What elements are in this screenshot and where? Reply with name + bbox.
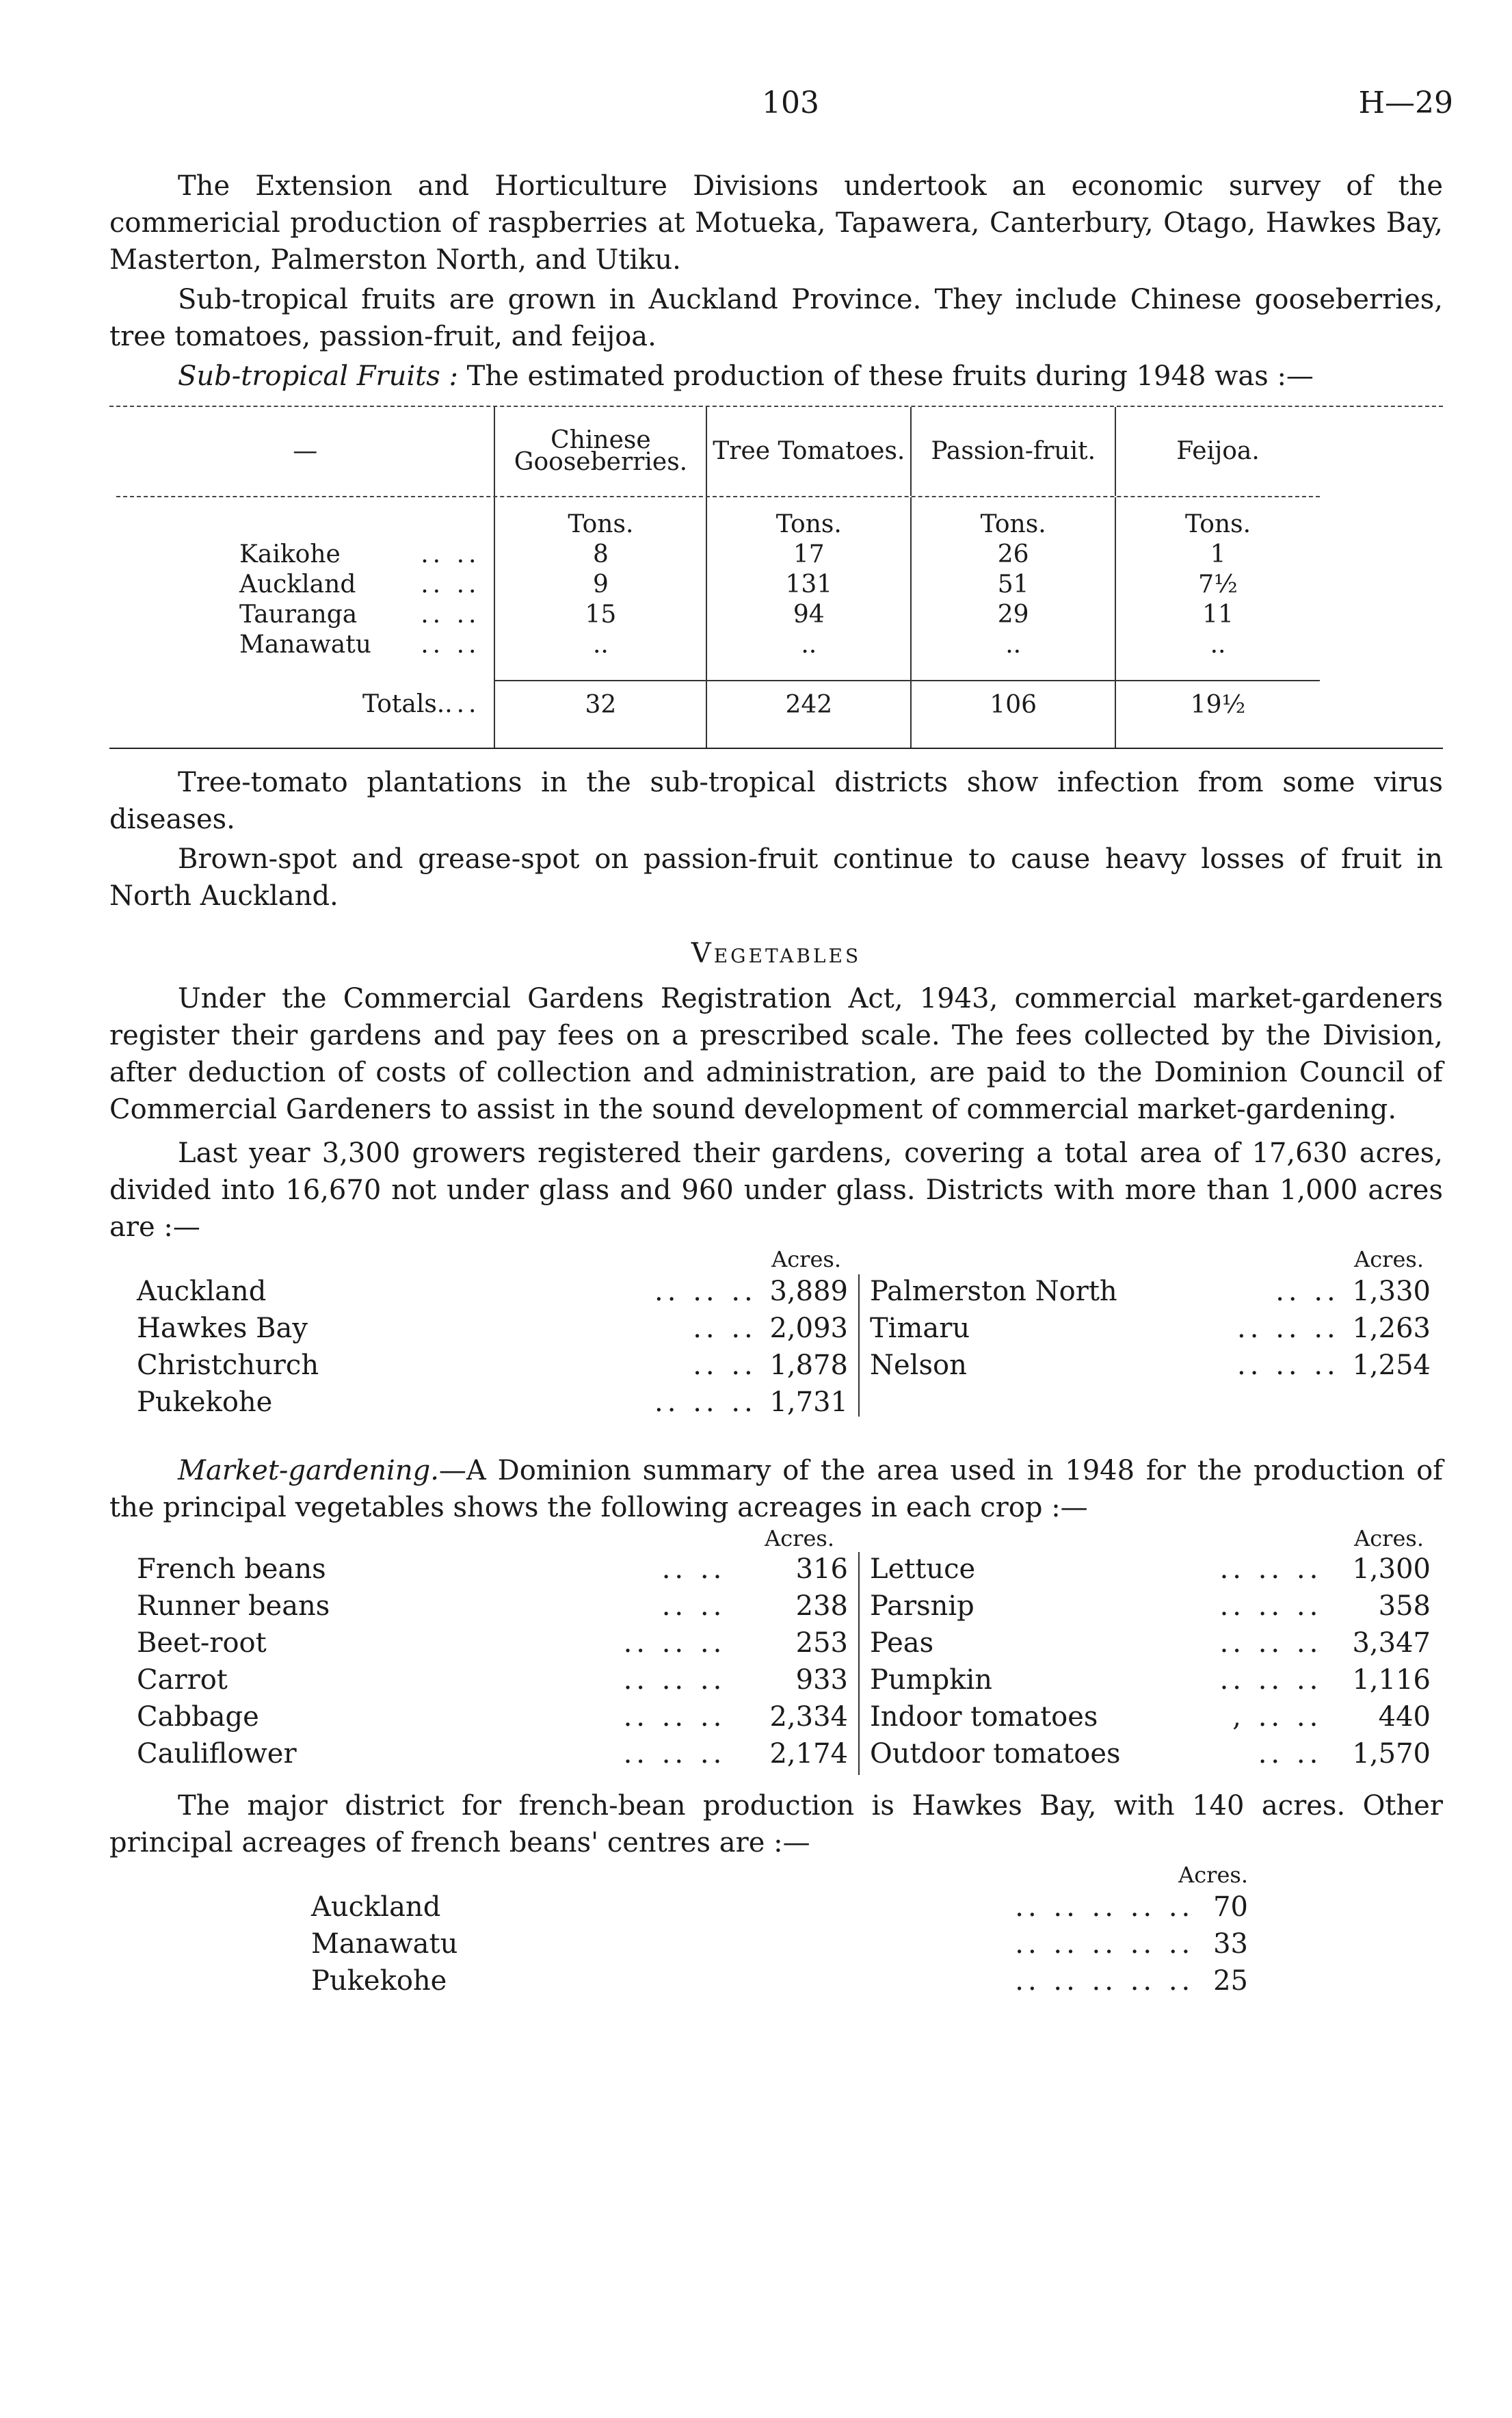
list-value: 440 — [1378, 1701, 1431, 1733]
after-fruit-paragraph-2: Brown-spot and grease-spot on passion-fruit continue to cause heavy losses of fruit in North Auckland. — [109, 843, 1443, 912]
subtropical-intro — [109, 358, 1443, 395]
table-cell: 8 — [494, 540, 706, 570]
unit-label: Tons. — [1115, 497, 1320, 540]
row-label: Kaikohe — [239, 540, 341, 568]
table-cell: 94 — [706, 600, 911, 630]
totals-label: Totals.. — [362, 690, 453, 718]
intro-paragraph-1: The Extension and Horticulture Divisions undertook an economic survey of the commericial production of raspberries at Motueka, Tapawera, Canterbury, Otago, Hawkes Bay, Masterton, Palmerston North, and Utiku. — [109, 170, 1443, 276]
table-cell: 131 — [706, 570, 911, 600]
table-cell: 17 — [706, 540, 911, 570]
vegetable-acreage-table — [109, 1526, 1443, 1779]
list-item: Cauliflower — [137, 1738, 297, 1770]
market-heading: Market-gardening. — [178, 1455, 439, 1486]
subtropical-text: The estimated production of these fruits during 1948 was :— — [466, 360, 1314, 392]
list-item: Carrot — [137, 1664, 228, 1696]
list-item: Palmerston North — [870, 1276, 1117, 1307]
list-value: 70 — [1213, 1891, 1248, 1923]
list-value: 1,731 — [769, 1387, 848, 1418]
list-value: 1,878 — [769, 1350, 848, 1381]
districts-right-column: Acres. Palmerston North .. .. 1,330 Timaru .. .. .. 1,263 Nelson .. .. .. 1,254 — [870, 1246, 1431, 1384]
table-cell: .. — [1115, 630, 1320, 660]
fruit-table — [109, 406, 1443, 749]
intro-paragraph-2: Sub-tropical fruits are grown in Auckland Province. They include Chinese gooseberries, tree tomatoes, passion-fruit, and feijoa. — [109, 284, 1443, 352]
page-body — [109, 168, 1443, 1999]
table-cell: .. — [494, 630, 706, 660]
list-item: Manawatu — [311, 1928, 458, 1960]
market-paragraph — [109, 1452, 1443, 1526]
row-label: Tauranga — [239, 601, 358, 629]
table-cell: 11 — [1115, 600, 1320, 630]
list-item: Pumpkin — [870, 1664, 993, 1696]
list-item: Christchurch — [137, 1350, 319, 1381]
total-cell: 106 — [911, 681, 1115, 728]
acreage-left-column: Acres. French beans .. .. 316 Runner beans .. .. 238 Beet-root .. .. .. 253 Carrot .. .. .. 933 Cabbage .. .. .. 2,334 Cauliflower .. .. .. 2,174 — [137, 1526, 848, 1772]
districts-left-column: Acres. Auckland .. .. .. 3,889 Hawkes Bay .. .. 2,093 Christchurch .. .. 1,878 Pukekohe .. .. .. 1,731 — [137, 1246, 848, 1421]
table-stub-header: — — [293, 437, 318, 465]
col-header-tree-tomatoes: Tree Tomatoes. — [706, 407, 911, 496]
list-value: 1,330 — [1352, 1276, 1431, 1307]
after-fruit-paragraph-1: Tree-tomato plantations in the sub-tropical districts show infection from some virus diseases. — [109, 767, 1443, 835]
totals-row: Totals.. .. 32 242 106 19½ — [116, 681, 1320, 728]
list-value: 2,334 — [769, 1701, 848, 1733]
list-value: 2,174 — [769, 1738, 848, 1770]
unit-label: Tons. — [494, 497, 706, 540]
col-header-chinese-gooseberries: Chinese Gooseberries. — [494, 407, 706, 496]
table-cell: 7½ — [1115, 570, 1320, 600]
unit-label: Acres. — [1354, 1525, 1424, 1551]
unit-label: Acres. — [765, 1525, 834, 1551]
acreage-right-column: Acres. Lettuce .. .. .. 1,300 Parsnip .. .. .. 358 Peas .. .. .. 3,347 Pumpkin .. .. .. 1,116 Indoor tomatoes , .. .. 440 Outdoor tomatoes .. .. 1,570 — [870, 1526, 1431, 1772]
list-item: Lettuce — [870, 1553, 976, 1585]
table-cell: .. — [706, 630, 911, 660]
table-cell: 9 — [494, 570, 706, 600]
page-number: 103 — [762, 86, 819, 120]
list-item: Timaru — [870, 1313, 970, 1344]
list-value: 316 — [795, 1553, 848, 1585]
table-cell: 26 — [911, 540, 1115, 570]
table-row: Tauranga .. .. 15 94 29 11 — [116, 600, 1320, 630]
list-value: 25 — [1213, 1965, 1248, 1997]
table-cell: 1 — [1115, 540, 1320, 570]
table-row: Auckland .. .. 9 131 51 7½ — [116, 570, 1320, 600]
row-label: Auckland — [239, 570, 356, 599]
unit-label: Acres. — [1178, 1862, 1248, 1888]
list-item: Nelson — [870, 1350, 967, 1381]
list-item: Outdoor tomatoes — [870, 1738, 1121, 1770]
list-value: 3,347 — [1352, 1627, 1431, 1659]
list-value: 253 — [795, 1627, 848, 1659]
list-value: 1,263 — [1352, 1313, 1431, 1344]
vegetables-heading: Vegetables — [691, 938, 862, 969]
document-reference: H—29 — [1358, 86, 1453, 120]
col-header-feijoa: Feijoa. — [1115, 407, 1320, 496]
col-header-passion-fruit: Passion-fruit. — [911, 407, 1115, 496]
table-row: Kaikohe .. .. 8 17 26 1 — [116, 540, 1320, 570]
table-row: Manawatu .. .. .. .. .. .. — [116, 630, 1320, 660]
list-item: Parsnip — [870, 1590, 974, 1622]
unit-label: Acres. — [1354, 1246, 1424, 1272]
french-bean-table: Acres. Auckland .. .. .. .. .. 70 Manawatu .. .. .. .. .. 33 Pukekohe .. .. .. .. .. 25 — [311, 1861, 1248, 1999]
table-bottom-rule — [109, 748, 1443, 749]
total-cell: 19½ — [1115, 681, 1320, 728]
list-value: 933 — [795, 1664, 848, 1696]
list-value: 1,570 — [1352, 1738, 1431, 1770]
list-value: 1,116 — [1352, 1664, 1431, 1696]
list-item: Beet-root — [137, 1627, 267, 1659]
market-text: —A Dominion summary of the area used in 1948 for the production of the principal vegetables shows the following acreages in each crop :— — [109, 1455, 1443, 1523]
list-value: 3,889 — [769, 1276, 848, 1307]
list-value: 358 — [1378, 1590, 1431, 1622]
list-item: Auckland — [137, 1276, 267, 1307]
row-label: Manawatu — [239, 631, 371, 659]
list-item: Indoor tomatoes — [870, 1701, 1098, 1733]
districts-table — [109, 1246, 1443, 1417]
list-value: 1,254 — [1352, 1350, 1431, 1381]
list-value: 33 — [1213, 1928, 1248, 1960]
list-item: Runner beans — [137, 1590, 330, 1622]
total-cell: 32 — [494, 681, 706, 728]
vegetables-paragraph-2: Last year 3,300 growers registered their gardens, covering a total area of 17,630 acres, divided into 16,670 not under glass and 960 under glass. Districts with more than 1,000 acres are :— — [109, 1138, 1443, 1243]
table-cell: 51 — [911, 570, 1115, 600]
list-item: Peas — [870, 1627, 934, 1659]
list-item: Pukekohe — [311, 1965, 447, 1997]
table-cell: .. — [911, 630, 1115, 660]
list-item: Pukekohe — [137, 1387, 273, 1418]
list-value: 2,093 — [769, 1313, 848, 1344]
table-cell: 29 — [911, 600, 1115, 630]
list-value: 238 — [795, 1590, 848, 1622]
unit-label: Tons. — [706, 497, 911, 540]
total-cell: 242 — [706, 681, 911, 728]
unit-label: Tons. — [911, 497, 1115, 540]
list-item: French beans — [137, 1553, 326, 1585]
table-cell: 15 — [494, 600, 706, 630]
list-item: Hawkes Bay — [137, 1313, 308, 1344]
subtropical-heading: Sub-tropical Fruits : — [178, 360, 458, 392]
vegetables-paragraph-1: Under the Commercial Gardens Registration Act, 1943, commercial market-gardeners register their gardens and pay fees on a prescribed scale. The fees collected by the Division, after deduction of costs of collection and administration, are paid to the Dominion Council of Commercial Gardeners to assist in the sound development of commercial market-gardening. — [109, 983, 1443, 1125]
list-value: 1,300 — [1352, 1553, 1431, 1585]
list-item: Auckland — [311, 1891, 441, 1923]
french-beans-paragraph: The major district for french-bean production is Hawkes Bay, with 140 acres. Other principal acreages of french beans' centres are :— — [109, 1790, 1443, 1858]
unit-label: Acres. — [771, 1246, 841, 1272]
list-item: Cabbage — [137, 1701, 259, 1733]
